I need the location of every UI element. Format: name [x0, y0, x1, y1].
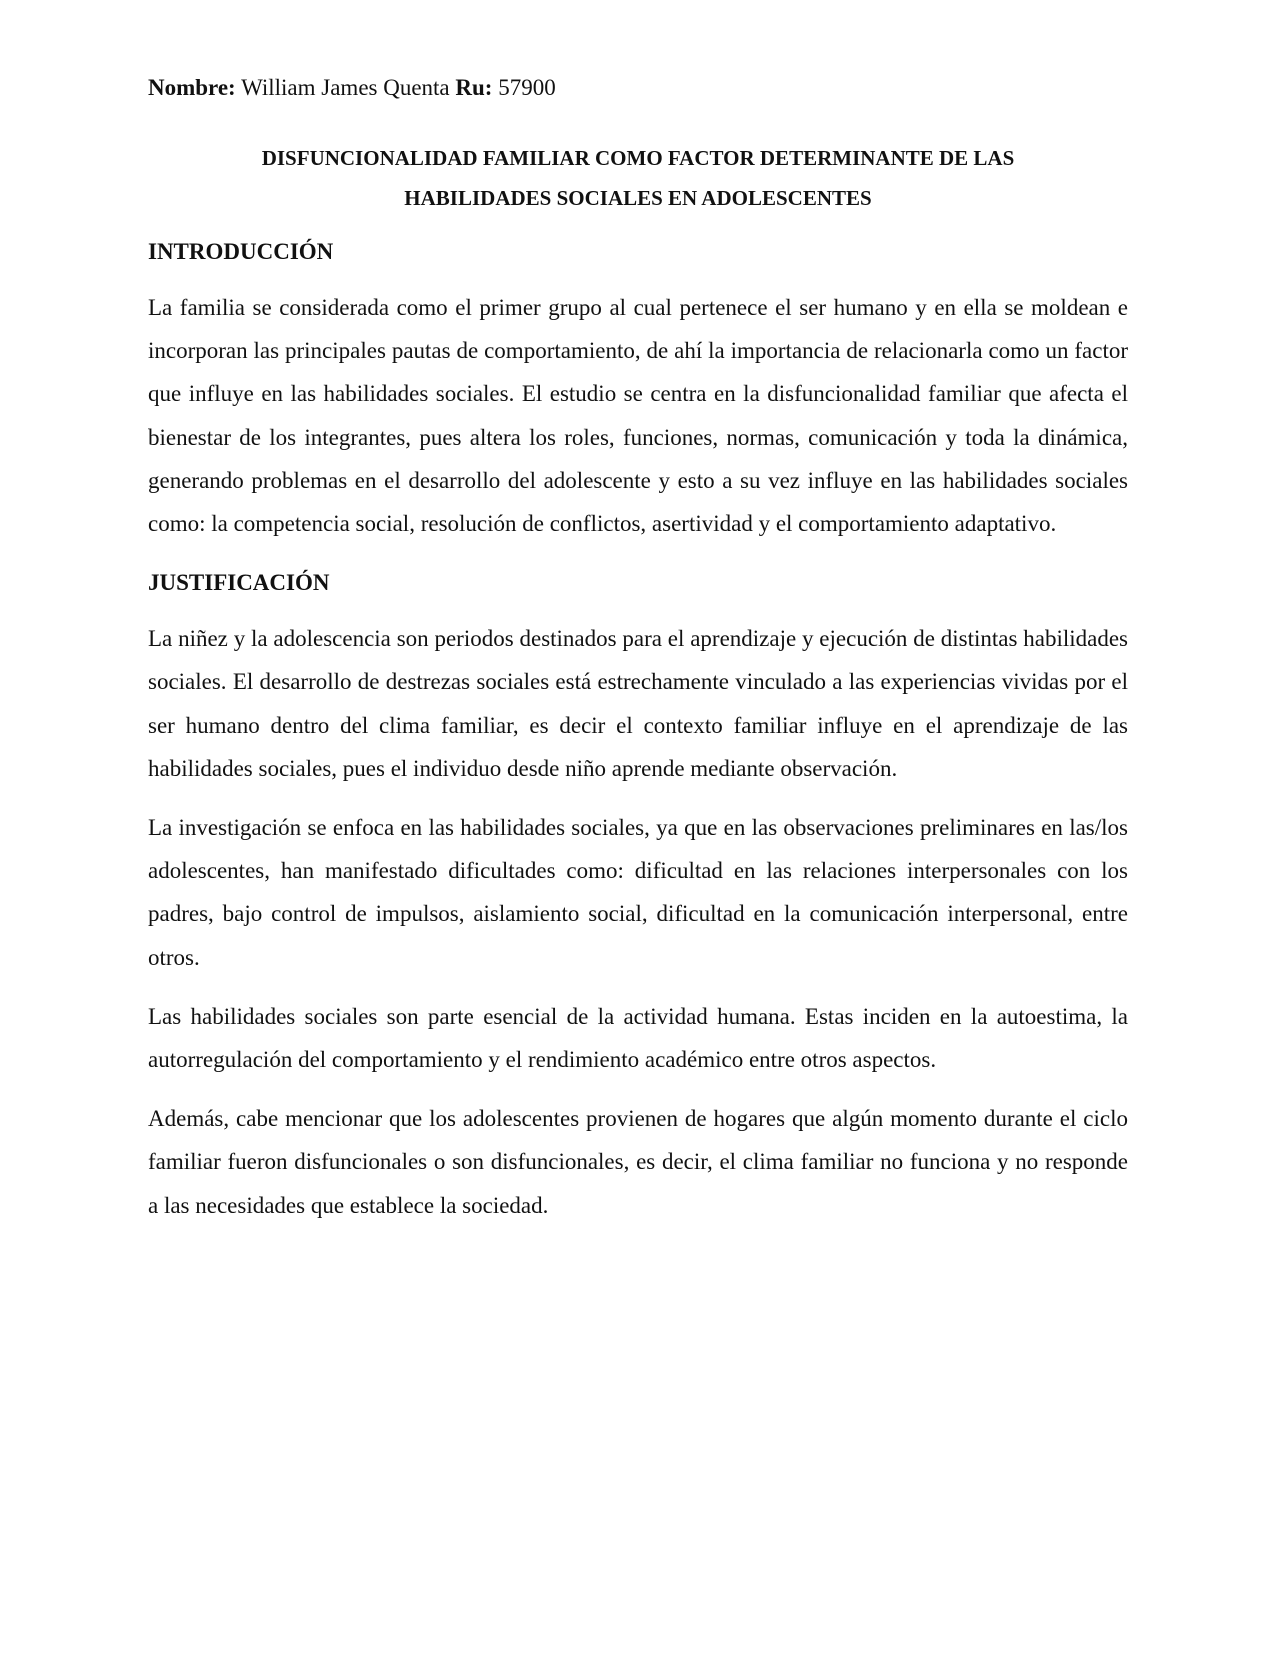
paragraph-justificacion-4: Además, cabe mencionar que los adolescentes provienen de hogares que algún momento durante el ciclo familiar fueron disfuncionales o son disfuncionales, es decir, el clima familiar no funciona y no responde a las necesidades que establece la sociedad. [148, 1106, 1128, 1218]
document-title [148, 138, 1128, 218]
ru-label: Ru: [455, 75, 493, 100]
section-introduccion [148, 236, 1128, 545]
paragraph-justificacion-3: Las habilidades sociales son parte esencial de la actividad humana. Estas inciden en la autoestima, la autorregulación del comportamiento y el rendimiento académico entre otros aspectos. [148, 1003, 1128, 1073]
paragraph-justificacion-2: La investigación se enfoca en las habilidades sociales, ya que en las observaciones preliminares en las/los adolescentes, han manifestado dificultades como: dificultad en las relaciones interpersonales con los padres, bajo control de impulsos, aislamiento social, dificultad en la comunicación interpersonal, entre otros. [148, 815, 1128, 970]
ru-value: 57900 [492, 75, 556, 100]
student-info-line [148, 72, 1128, 104]
document-title-line-2: HABILIDADES SOCIALES EN ADOLESCENTES [404, 186, 872, 210]
section-heading-introduccion: INTRODUCCIÓN [148, 239, 334, 264]
name-label: Nombre: [148, 75, 236, 100]
paragraph-introduccion-1: La familia se considerada como el primer grupo al cual pertenece el ser humano y en ella se moldean e incorporan las principales pautas de comportamiento, de ahí la importancia de relacionarla como un factor que influye en las habilidades sociales. El estudio se centra en la disfuncionalidad familiar que afecta el bienestar de los integrantes, pues altera los roles, funciones, normas, comunicación y toda la dinámica, generando problemas en el desarrollo del adolescente y esto a su vez influye en las habilidades sociales como: la competencia social, resolución de conflictos, asertividad y el comportamiento adaptativo. [148, 295, 1128, 537]
section-heading-justificacion: JUSTIFICACIÓN [148, 570, 330, 596]
name-value: William James Quenta [235, 75, 456, 100]
document-page [148, 72, 1128, 1243]
document-title-line-1: DISFUNCIONALIDAD FAMILIAR COMO FACTOR DETERMINANTE DE LAS [261, 146, 1015, 170]
paragraph-justificacion-1: La niñez y la adolescencia son periodos destinados para el aprendizaje y ejecución de distintas habilidades sociales. El desarrollo de destrezas sociales está estrechamente vinculado a las experiencias vividas por el ser humano dentro del clima familiar, es decir el contexto familiar influye en el aprendizaje de las habilidades sociales, pues el individuo desde niño aprende mediante observación. [148, 626, 1128, 781]
section-justificacion [148, 567, 1128, 1227]
